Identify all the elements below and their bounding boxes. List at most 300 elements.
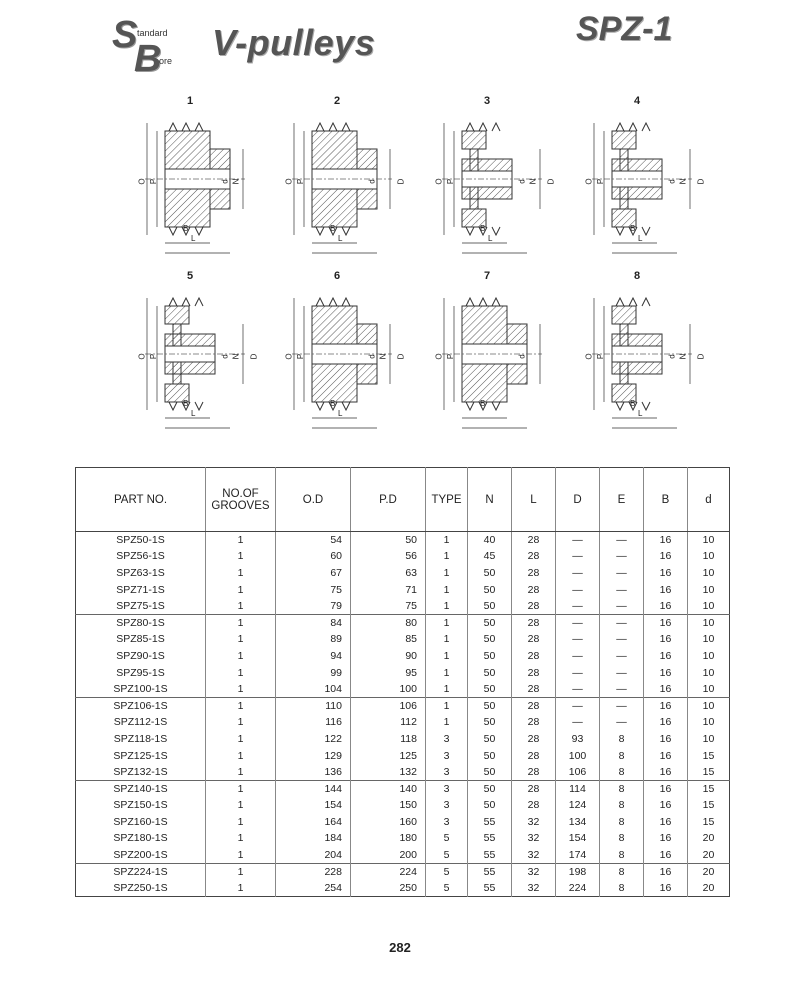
dimension-label: N xyxy=(231,353,241,360)
table-cell: 5 xyxy=(426,863,468,880)
table-cell: 28 xyxy=(512,548,556,565)
column-header: D xyxy=(556,468,600,532)
table-cell: — xyxy=(556,565,600,582)
table-cell: 1 xyxy=(206,747,276,764)
table-cell: 1 xyxy=(426,532,468,549)
diagram-number: 8 xyxy=(633,270,641,282)
table-cell: 28 xyxy=(512,764,556,781)
table-cell: 8 xyxy=(600,797,644,814)
table-cell: 16 xyxy=(644,764,688,781)
table-cell: — xyxy=(556,681,600,698)
diagram-number: 7 xyxy=(483,270,491,282)
table-cell: 55 xyxy=(468,880,512,897)
table-cell: 5 xyxy=(426,847,468,864)
table-cell: 32 xyxy=(512,863,556,880)
table-cell: 16 xyxy=(644,880,688,897)
table-row xyxy=(76,747,730,764)
table-cell: 45 xyxy=(468,548,512,565)
dimension-label: d xyxy=(367,179,377,184)
table-cell: 95 xyxy=(351,664,426,681)
table-cell: 50 xyxy=(468,565,512,582)
table-cell: 116 xyxy=(276,714,351,731)
dimension-label: O xyxy=(584,178,594,185)
table-cell: 104 xyxy=(276,681,351,698)
pulley-diagram-6 xyxy=(262,270,412,435)
table-cell: 100 xyxy=(351,681,426,698)
table-cell: 55 xyxy=(468,847,512,864)
table-cell: 1 xyxy=(206,648,276,665)
table-row xyxy=(76,631,730,648)
table-cell: SPZ125-1S xyxy=(113,749,168,762)
table-cell: 16 xyxy=(644,797,688,814)
dimension-label: O xyxy=(434,353,444,360)
table-cell: 15 xyxy=(688,814,730,831)
table-cell: 112 xyxy=(351,714,426,731)
table-cell: 136 xyxy=(276,764,351,781)
table-cell: 50 xyxy=(468,581,512,598)
table-cell: 160 xyxy=(351,814,426,831)
table-cell: 184 xyxy=(276,830,351,847)
table-cell: 28 xyxy=(512,532,556,549)
table-cell: 180 xyxy=(351,830,426,847)
table-cell: — xyxy=(600,581,644,598)
table-cell: — xyxy=(600,664,644,681)
table-cell: SPZ50-1S xyxy=(116,534,165,547)
dimension-label: B xyxy=(630,399,636,408)
table-cell: 50 xyxy=(468,780,512,797)
page-number: 282 xyxy=(389,940,411,955)
table-cell: 15 xyxy=(688,764,730,781)
table-cell: — xyxy=(600,565,644,582)
table-cell: 60 xyxy=(276,548,351,565)
table-row xyxy=(76,764,730,781)
dimension-label: O xyxy=(137,353,147,360)
table-cell: 110 xyxy=(276,697,351,714)
dimension-label: P xyxy=(446,178,456,185)
table-cell: 85 xyxy=(351,631,426,648)
table-cell: 1 xyxy=(206,780,276,797)
table-cell: 16 xyxy=(644,631,688,648)
table-cell: 204 xyxy=(276,847,351,864)
table-cell: 132 xyxy=(351,764,426,781)
dimension-label: O xyxy=(284,353,294,360)
table-cell: 16 xyxy=(644,598,688,615)
table-cell: 28 xyxy=(512,780,556,797)
table-cell: 93 xyxy=(556,731,600,748)
table-cell: 32 xyxy=(512,880,556,897)
dimension-label: N xyxy=(678,353,688,360)
table-cell: SPZ160-1S xyxy=(113,815,168,828)
table-cell: 20 xyxy=(688,830,730,847)
dimension-label: D xyxy=(396,178,406,185)
table-row xyxy=(76,714,730,731)
table-cell: 3 xyxy=(426,764,468,781)
table-cell: SPZ180-1S xyxy=(113,832,168,845)
table-cell: — xyxy=(600,681,644,698)
dimension-label: B xyxy=(330,224,336,233)
column-header: L xyxy=(512,468,556,532)
table-cell: 8 xyxy=(600,814,644,831)
table-cell: 1 xyxy=(206,847,276,864)
table-cell: 1 xyxy=(206,814,276,831)
dimension-label: d xyxy=(220,179,230,184)
table-cell: 1 xyxy=(426,697,468,714)
table-cell: 1 xyxy=(206,581,276,598)
table-cell: SPZ75-1S xyxy=(116,599,165,612)
table-cell: 8 xyxy=(600,847,644,864)
diagram-number: 5 xyxy=(186,270,194,282)
logo-letter-b: B xyxy=(134,38,162,80)
table-cell: 89 xyxy=(276,631,351,648)
table-cell: SPZ80-1S xyxy=(76,614,206,631)
table-cell: 10 xyxy=(688,598,730,615)
table-cell: — xyxy=(600,614,644,631)
dimension-label: L xyxy=(338,409,343,418)
table-row xyxy=(76,581,730,598)
table-cell: 79 xyxy=(276,598,351,615)
table-cell: 28 xyxy=(512,565,556,582)
table-cell: 50 xyxy=(468,747,512,764)
table-cell: 71 xyxy=(351,581,426,598)
table-cell: 1 xyxy=(206,548,276,565)
dimension-label: P xyxy=(446,353,456,360)
table-cell: 20 xyxy=(688,863,730,880)
table-row xyxy=(76,797,730,814)
dimension-label: L xyxy=(638,409,643,418)
dimension-label: D xyxy=(396,353,406,360)
table-cell: 55 xyxy=(468,814,512,831)
table-cell: 75 xyxy=(351,598,426,615)
table-row xyxy=(76,863,730,880)
table-row xyxy=(76,731,730,748)
table-cell: 224 xyxy=(556,880,600,897)
dimension-label: P xyxy=(596,353,606,360)
table-cell: 8 xyxy=(600,863,644,880)
table-cell: 10 xyxy=(688,648,730,665)
table-cell: 129 xyxy=(276,747,351,764)
table-row xyxy=(76,830,730,847)
table-cell: 28 xyxy=(512,714,556,731)
dimension-label: D xyxy=(249,353,259,360)
table-cell: 100 xyxy=(556,747,600,764)
table-cell: 28 xyxy=(512,681,556,698)
table-cell: 16 xyxy=(644,614,688,631)
dimension-label: d xyxy=(667,179,677,184)
table-cell: SPZ63-1S xyxy=(116,566,165,579)
table-cell: 122 xyxy=(276,731,351,748)
column-header: N xyxy=(468,468,512,532)
table-cell: 1 xyxy=(206,797,276,814)
table-cell: 10 xyxy=(688,714,730,731)
table-cell: SPZ150-1S xyxy=(113,799,168,812)
pulley-type-diagrams xyxy=(0,95,800,440)
table-cell: 1 xyxy=(206,880,276,897)
dimension-label: B xyxy=(330,399,336,408)
table-cell: SPZ71-1S xyxy=(116,583,165,596)
column-header: d xyxy=(688,468,730,532)
page-title: V-pulleys xyxy=(212,22,376,63)
dimension-label: D xyxy=(546,178,556,185)
table-row xyxy=(76,598,730,615)
table-cell: 5 xyxy=(426,880,468,897)
table-cell: 10 xyxy=(688,565,730,582)
table-cell: 40 xyxy=(468,532,512,549)
dimension-label: O xyxy=(284,178,294,185)
table-cell: — xyxy=(556,697,600,714)
table-row xyxy=(76,532,730,549)
table-cell: 150 xyxy=(351,797,426,814)
table-cell: 10 xyxy=(688,664,730,681)
dimension-label: L xyxy=(191,409,196,418)
table-cell: 1 xyxy=(206,614,276,631)
table-cell: 16 xyxy=(644,814,688,831)
dimension-label: B xyxy=(183,399,189,408)
column-header: NO.OF GROOVES xyxy=(206,468,276,532)
table-cell: 118 xyxy=(351,731,426,748)
table-cell: SPZ56-1S xyxy=(116,550,165,563)
table-cell: 1 xyxy=(206,664,276,681)
table-cell: SPZ95-1S xyxy=(116,666,165,679)
table-cell: 16 xyxy=(644,581,688,598)
logo-text-standard: tandard xyxy=(137,28,168,38)
table-cell: 1 xyxy=(426,681,468,698)
table-cell: 16 xyxy=(644,664,688,681)
table-cell: SPZ106-1S xyxy=(76,697,206,714)
table-cell: 32 xyxy=(512,830,556,847)
table-row xyxy=(76,814,730,831)
dimension-label: d xyxy=(517,354,527,359)
dimension-label: d xyxy=(367,354,377,359)
table-cell: 50 xyxy=(468,797,512,814)
table-cell: 1 xyxy=(206,598,276,615)
table-cell: 1 xyxy=(426,598,468,615)
table-cell: 50 xyxy=(468,731,512,748)
table-cell: 8 xyxy=(600,731,644,748)
table-cell: 8 xyxy=(600,780,644,797)
table-cell: 16 xyxy=(644,747,688,764)
table-row xyxy=(76,780,730,797)
table-cell: 254 xyxy=(276,880,351,897)
table-cell: 250 xyxy=(351,880,426,897)
table-cell: — xyxy=(556,598,600,615)
table-row xyxy=(76,697,730,714)
table-cell: 28 xyxy=(512,731,556,748)
table-cell: 8 xyxy=(600,764,644,781)
table-cell: 16 xyxy=(644,532,688,549)
table-cell: 10 xyxy=(688,697,730,714)
table-cell: 1 xyxy=(426,714,468,731)
table-cell: 10 xyxy=(688,532,730,549)
table-cell: 50 xyxy=(468,631,512,648)
column-header: B xyxy=(644,468,688,532)
dimension-label: L xyxy=(638,234,643,243)
table-cell: 1 xyxy=(426,565,468,582)
dimension-label: N xyxy=(231,178,241,185)
table-cell: 3 xyxy=(426,747,468,764)
dimension-label: O xyxy=(137,178,147,185)
spec-table xyxy=(75,467,730,897)
table-cell: 3 xyxy=(426,797,468,814)
table-cell: 32 xyxy=(512,814,556,831)
table-cell: 28 xyxy=(512,747,556,764)
table-cell: — xyxy=(556,548,600,565)
table-row xyxy=(76,614,730,631)
table-cell: 1 xyxy=(426,631,468,648)
table-cell: 1 xyxy=(206,681,276,698)
table-cell: 28 xyxy=(512,664,556,681)
table-cell: — xyxy=(556,714,600,731)
table-cell: 1 xyxy=(206,863,276,880)
dimension-label: P xyxy=(149,178,159,185)
table-cell: 15 xyxy=(688,797,730,814)
diagram-number: 1 xyxy=(186,95,194,107)
table-cell: 99 xyxy=(276,664,351,681)
table-header-row xyxy=(76,468,730,532)
table-cell: 3 xyxy=(426,780,468,797)
pulley-diagram-2 xyxy=(262,95,412,260)
dimension-label: O xyxy=(584,353,594,360)
table-cell: 50 xyxy=(468,714,512,731)
table-cell: 16 xyxy=(644,780,688,797)
table-cell: 50 xyxy=(468,681,512,698)
table-cell: 198 xyxy=(556,863,600,880)
dimension-label: B xyxy=(183,224,189,233)
table-cell: 200 xyxy=(351,847,426,864)
table-cell: 8 xyxy=(600,747,644,764)
table-row xyxy=(76,880,730,897)
dimension-label: P xyxy=(596,178,606,185)
dimension-label: D xyxy=(696,178,706,185)
table-cell: 50 xyxy=(468,598,512,615)
pulley-diagram-1 xyxy=(115,95,265,260)
dimension-label: P xyxy=(149,353,159,360)
table-cell: 28 xyxy=(512,797,556,814)
dimension-label: P xyxy=(296,353,306,360)
dimension-label: P xyxy=(296,178,306,185)
table-cell: SPZ112-1S xyxy=(113,716,168,729)
column-header: P.D xyxy=(351,468,426,532)
table-cell: 1 xyxy=(206,532,276,549)
table-cell: 15 xyxy=(688,780,730,797)
table-cell: 1 xyxy=(426,548,468,565)
diagram-number: 4 xyxy=(633,95,641,107)
table-row xyxy=(76,847,730,864)
table-cell: 10 xyxy=(688,631,730,648)
diagram-number: 3 xyxy=(483,95,491,107)
table-cell: 228 xyxy=(276,863,351,880)
table-cell: — xyxy=(556,614,600,631)
diagram-number: 2 xyxy=(333,95,341,107)
table-cell: 55 xyxy=(468,863,512,880)
table-cell: 1 xyxy=(206,731,276,748)
table-cell: 28 xyxy=(512,631,556,648)
dimension-label: d xyxy=(517,179,527,184)
dimension-label: N xyxy=(678,178,688,185)
dimension-label: d xyxy=(220,354,230,359)
dimension-label: N xyxy=(378,353,388,360)
table-cell: 10 xyxy=(688,614,730,631)
dimension-label: d xyxy=(667,354,677,359)
dimension-label: L xyxy=(488,234,493,243)
pulley-diagram-5 xyxy=(115,270,265,435)
table-cell: 1 xyxy=(426,648,468,665)
table-cell: 67 xyxy=(276,565,351,582)
table-cell: 154 xyxy=(276,797,351,814)
table-cell: SPZ118-1S xyxy=(113,732,168,745)
table-cell: 1 xyxy=(426,581,468,598)
table-cell: 84 xyxy=(276,614,351,631)
series-code: SPZ-1 xyxy=(576,10,673,48)
table-cell: 20 xyxy=(688,847,730,864)
table-cell: 56 xyxy=(351,548,426,565)
table-cell: — xyxy=(600,598,644,615)
table-cell: 140 xyxy=(351,780,426,797)
table-cell: 16 xyxy=(644,830,688,847)
logo-letter-s: S xyxy=(112,14,138,56)
table-cell: 8 xyxy=(600,880,644,897)
table-cell: 10 xyxy=(688,548,730,565)
table-cell: 75 xyxy=(276,581,351,598)
table-cell: — xyxy=(600,714,644,731)
table-cell: 20 xyxy=(688,880,730,897)
table-cell: 15 xyxy=(688,747,730,764)
table-cell: 5 xyxy=(426,830,468,847)
dimension-label: L xyxy=(338,234,343,243)
dimension-label: B xyxy=(480,399,486,408)
table-cell: 10 xyxy=(688,581,730,598)
table-cell: 3 xyxy=(426,731,468,748)
table-cell: — xyxy=(600,631,644,648)
table-cell: SPZ224-1S xyxy=(76,863,206,880)
table-cell: 28 xyxy=(512,648,556,665)
table-cell: SPZ100-1S xyxy=(113,682,168,695)
table-cell: 16 xyxy=(644,863,688,880)
table-cell: 28 xyxy=(512,697,556,714)
table-cell: 3 xyxy=(426,814,468,831)
table-cell: 16 xyxy=(644,847,688,864)
table-cell: 54 xyxy=(276,532,351,549)
dimension-label: N xyxy=(528,178,538,185)
pulley-diagram-8 xyxy=(562,270,712,435)
pulley-diagram-4 xyxy=(562,95,712,260)
table-cell: 50 xyxy=(351,532,426,549)
table-cell: — xyxy=(556,664,600,681)
table-cell: — xyxy=(556,532,600,549)
table-cell: 28 xyxy=(512,598,556,615)
table-cell: 63 xyxy=(351,565,426,582)
table-cell: SPZ132-1S xyxy=(113,765,168,778)
table-cell: — xyxy=(600,697,644,714)
table-cell: 16 xyxy=(644,548,688,565)
table-cell: — xyxy=(556,631,600,648)
table-cell: 80 xyxy=(351,614,426,631)
table-cell: SPZ90-1S xyxy=(116,649,165,662)
table-cell: 28 xyxy=(512,581,556,598)
table-cell: 114 xyxy=(556,780,600,797)
table-row xyxy=(76,681,730,698)
table-cell: 224 xyxy=(351,863,426,880)
table-cell: 16 xyxy=(644,731,688,748)
table-cell: — xyxy=(556,581,600,598)
table-cell: 106 xyxy=(556,764,600,781)
table-cell: 16 xyxy=(644,681,688,698)
table-cell: 1 xyxy=(206,714,276,731)
table-cell: 50 xyxy=(468,614,512,631)
table-cell: 16 xyxy=(644,565,688,582)
table-cell: 1 xyxy=(426,664,468,681)
dimension-label: L xyxy=(191,234,196,243)
table-row xyxy=(76,565,730,582)
